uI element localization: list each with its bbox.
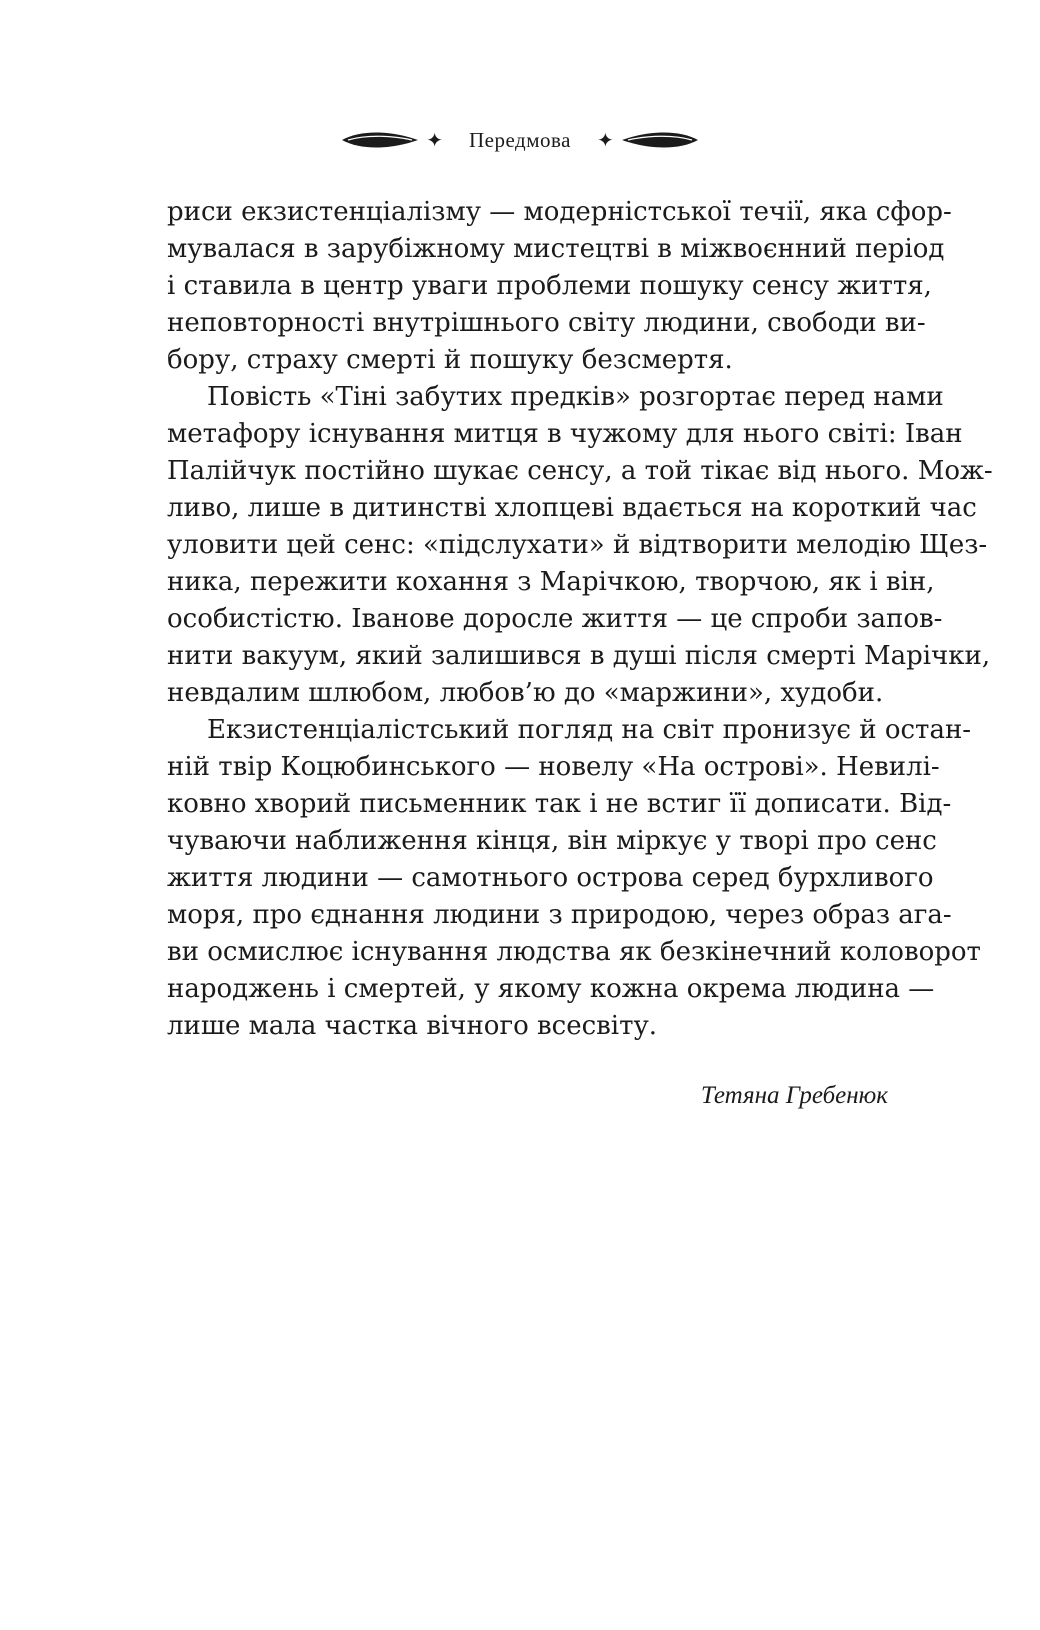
text-line: чуваючи наближення кінця, він міркує у творі про сенс xyxy=(167,826,937,856)
text-line: уловити цей сенс: «підслухати» й відтворити мелодію Щез- xyxy=(167,530,988,560)
text-line: нити вакуум, який залишився в душі після смерті Марічки, xyxy=(167,641,991,671)
text-line: бору, страху смерті й пошуку безсмертя. xyxy=(167,345,733,375)
left-star-icon: ✦ xyxy=(426,128,444,152)
text-line: риси екзистенціалізму — модерністської течії, яка сфор- xyxy=(167,197,952,227)
text-line: ника, пережити кохання з Марічкою, творчою, як і він, xyxy=(167,567,935,597)
text-line: життя людини — самотнього острова серед бурхливого xyxy=(167,863,934,893)
paragraph-1 xyxy=(167,194,952,379)
text-line: неповторності внутрішнього світу людини, свободи ви- xyxy=(167,308,926,338)
text-line: ви осмислює існування людства як безкінечний коловорот xyxy=(167,937,981,967)
text-line: Палійчук постійно шукає сенсу, а той тікає від нього. Мож- xyxy=(167,456,993,486)
text-line: Повість «Тіні забутих предків» розгортає перед нами xyxy=(207,382,944,412)
text-line: моря, про єднання людини з природою, через образ ага- xyxy=(167,900,952,930)
text-line: лише мала частка вічного всесвіту. xyxy=(167,1011,658,1041)
text-line: невдалим шлюбом, любов’ю до «маржини», худоби. xyxy=(167,678,884,708)
left-leaf-ornament-icon xyxy=(340,130,420,150)
right-leaf-ornament-icon xyxy=(620,130,700,150)
text-line: народжень і смертей, у якому кожна окрема людина — xyxy=(167,974,935,1004)
paragraph-2 xyxy=(167,379,993,712)
page-header-title: Передмова xyxy=(469,127,571,152)
text-line: ковно хворий письменник так і не встиг її дописати. Від- xyxy=(167,789,952,819)
right-star-icon: ✦ xyxy=(596,128,614,152)
text-line: мувалася в зарубіжному мистецтві в міжвоєнний період xyxy=(167,234,945,264)
text-line: ливо, лише в дитинстві хлопцеві вдається на короткий час xyxy=(167,493,977,523)
text-line: і ставила в центр уваги проблеми пошуку сенсу життя, xyxy=(167,271,932,301)
author-signature: Тетяна Гребенюк xyxy=(700,1082,888,1109)
text-line: особистістю. Іванове доросле життя — це спроби запов- xyxy=(167,604,943,634)
text-line: Екзистенціалістський погляд на світ пронизує й остан- xyxy=(207,715,972,745)
text-line: метафору існування митця в чужому для нього світі: Іван xyxy=(167,419,963,449)
paragraph-3 xyxy=(167,712,981,1045)
running-header xyxy=(0,120,1040,160)
text-line: ній твір Коцюбинського — новелу «На острові». Невилі- xyxy=(167,752,940,782)
body-text xyxy=(167,194,993,1045)
